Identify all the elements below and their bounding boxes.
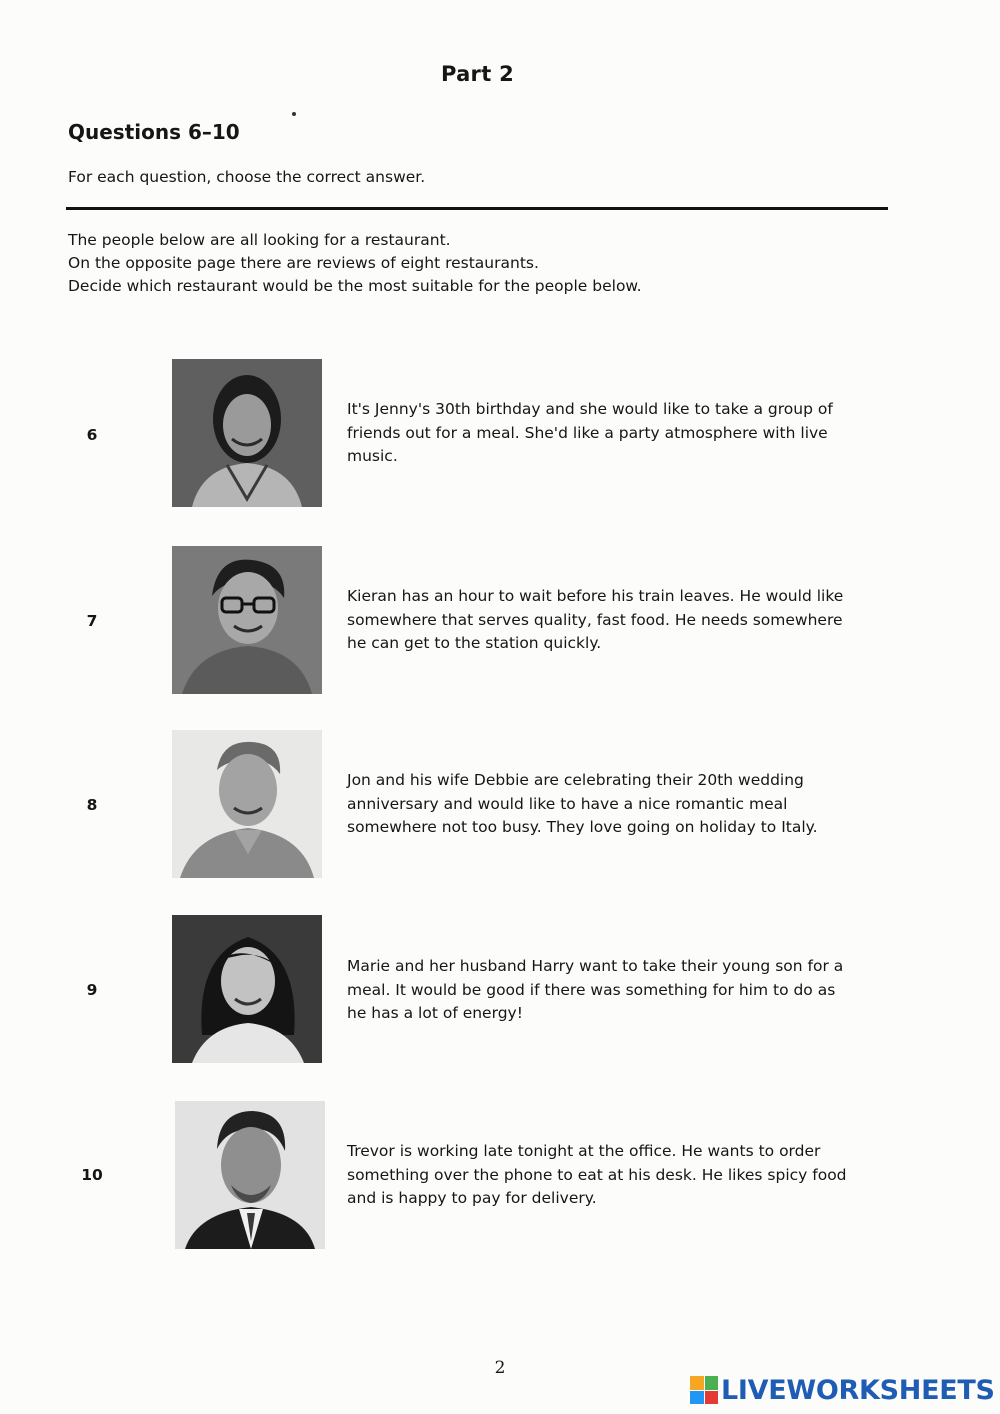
question-line: and is happy to pay for delivery. (347, 1189, 597, 1207)
question-line: Kieran has an hour to wait before his train leaves. He would like (347, 587, 844, 605)
speck-dot (292, 112, 296, 116)
question-line: Trevor is working late tonight at the office. He wants to order (347, 1142, 821, 1160)
liveworksheets-logo[interactable] (690, 1374, 995, 1406)
question-line: somewhere not too busy. They love going on holiday to Italy. (347, 818, 818, 836)
businessman-portrait-icon (175, 1101, 325, 1249)
intro-line: The people below are all looking for a restaurant. (68, 231, 451, 249)
smiling-woman-portrait-icon (172, 915, 322, 1063)
logo-tile (705, 1391, 719, 1405)
page-number: 2 (494, 1358, 506, 1378)
question-line: It's Jenny's 30th birthday and she would like to take a group of (347, 400, 833, 418)
logo-tile (690, 1391, 704, 1405)
question-number: 10 (81, 1166, 103, 1184)
instruction-text: For each question, choose the correct answer. (68, 168, 426, 186)
young-man-glasses-portrait-icon (172, 546, 322, 694)
logo-tile (705, 1376, 719, 1390)
question-line: friends out for a meal. She'd like a party atmosphere with live (347, 423, 828, 442)
liveworksheets-logo-icon (690, 1376, 718, 1404)
question-line: meal. It would be good if there was something for him to do as (347, 980, 836, 999)
question-line: anniversary and would like to have a nice romantic meal (347, 794, 788, 813)
question-number: 9 (86, 981, 98, 999)
question-text (347, 955, 887, 1026)
question-text (347, 398, 887, 469)
question-line: Jon and his wife Debbie are celebrating their 20th wedding (347, 771, 804, 789)
question-text (347, 769, 887, 840)
question-line: music. (347, 447, 398, 465)
older-man-portrait-icon (172, 730, 322, 878)
question-line: somewhere that serves quality, fast food. He needs somewhere (347, 610, 843, 629)
intro-line: Decide which restaurant would be the most suitable for the people below. (68, 277, 642, 295)
question-text (347, 585, 887, 656)
questions-heading: Questions 6–10 (68, 120, 240, 144)
part-title: Part 2 (440, 62, 515, 86)
question-line: he has a lot of energy! (347, 1004, 523, 1022)
question-line: something over the phone to eat at his desk. He likes spicy food (347, 1165, 847, 1184)
question-number: 6 (86, 426, 98, 444)
question-line: Marie and her husband Harry want to take their young son for a (347, 957, 844, 975)
intro-paragraph (68, 229, 888, 298)
question-line: he can get to the station quickly. (347, 634, 602, 652)
question-text (347, 1140, 887, 1211)
intro-line: On the opposite page there are reviews of eight restaurants. (68, 254, 539, 272)
brand-name: LIVEWORKSHEETS (721, 1374, 995, 1406)
logo-tile (690, 1376, 704, 1390)
woman-portrait-icon (172, 359, 322, 507)
divider-rule (66, 207, 888, 210)
question-number: 8 (86, 796, 98, 814)
question-number: 7 (86, 612, 98, 630)
